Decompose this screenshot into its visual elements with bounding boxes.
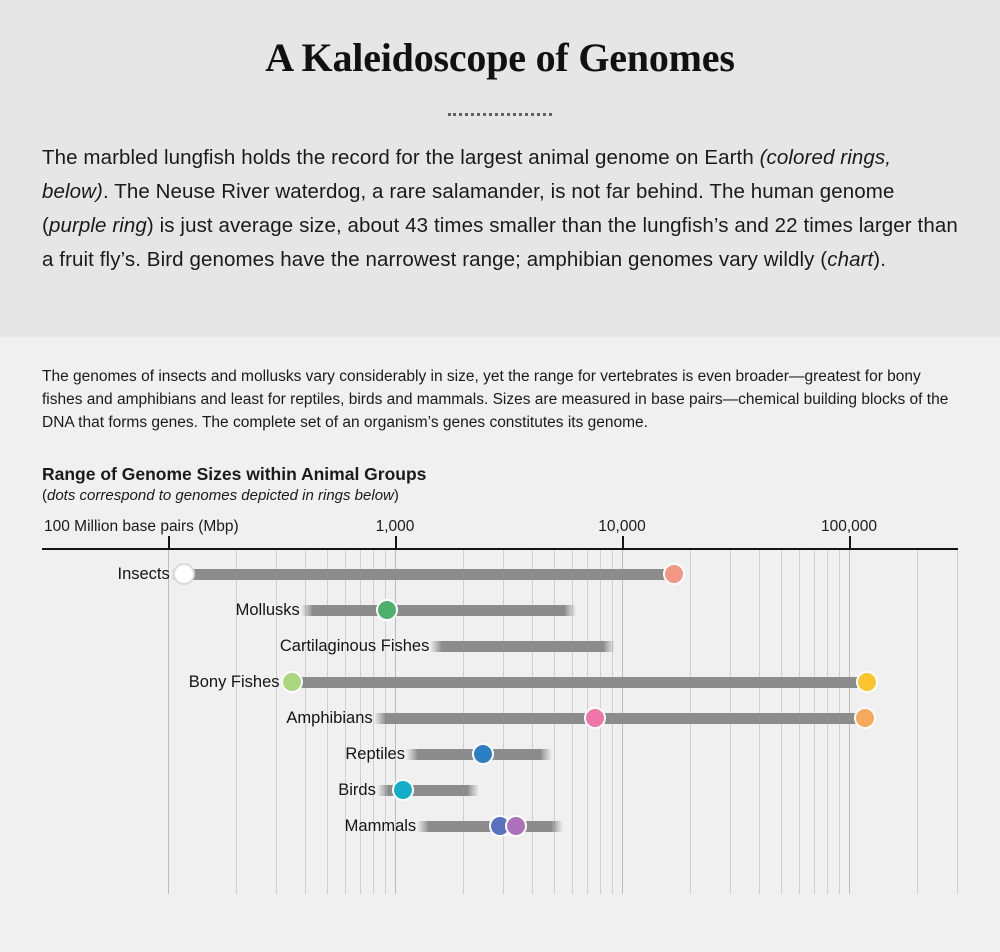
chart-subtitle-text: dots correspond to genomes depicted in rings below [47,487,394,504]
row-label-slot [236,592,307,628]
row-label-slot [118,556,177,592]
row-label-birds: Birds [338,781,376,799]
x-tick-10000 [622,536,624,550]
row-label-mammals: Mammals [344,817,417,835]
x-tick-label-1000: 1,000 [375,518,415,535]
chart-subtitle [42,487,958,504]
chart-row [42,592,958,628]
row-label-mollusks: Mollusks [235,601,300,619]
x-tick-100000 [849,536,851,550]
chart-subtitle-open-paren: ( [42,487,47,504]
human-genome-dot [505,815,527,837]
chart-row [42,556,958,592]
x-tick-label-100000: 100,000 [820,518,878,535]
chart-row [42,772,958,808]
chart-row [42,628,958,664]
row-label-bony-fishes: Bony Fishes [188,673,280,691]
range-bar [292,677,863,688]
range-bar [182,569,672,580]
x-tick-100 [168,536,170,550]
row-label-slot [286,700,379,736]
pufferfish-dot [281,671,303,693]
lede-emphasis: (colored rings, below) [42,146,892,203]
row-label-cartilaginous-fishes: Cartilaginous Fishes [279,637,430,655]
chart-row [42,736,958,772]
lede-emphasis: chart [827,248,874,271]
lower-section [0,337,1000,952]
deck-paragraph: The genomes of insects and mollusks vary considerably in size, yet the range for vertebrates is even broader—greatest for bony fishes and amphibians and least for reptiles, birds and mammals. Sizes are measured in base pairs—chemical building blocks of the DNA that forms genes. The complete set of an organism’s genes constitutes its genome. [42,368,949,431]
x-tick-label-10000: 10,000 [598,518,646,535]
range-bar [312,605,565,616]
range-bar [385,713,863,724]
row-label-slot [345,808,424,844]
marbled-lungfish-dot [856,671,878,693]
bird-dot-dot [392,779,414,801]
x-tick-label-100: 100 Million base pairs (Mbp) [44,518,239,535]
lede-emphasis: purple ring [48,214,147,237]
lede-paragraph [42,141,958,277]
chart-title: Range of Genome Sizes within Animal Groups [42,464,427,484]
row-label-slot [345,736,412,772]
range-bar [441,641,603,652]
row-label-slot [189,664,287,700]
x-tick-1000 [395,536,397,550]
row-label-reptiles: Reptiles [345,745,405,763]
lede-text: . The Neuse River waterdog, a rare salamander, is not far behind. The human genome ( [42,180,895,237]
mollusk-dot-dot [376,599,398,621]
chart-subtitle-close-paren: ) [393,487,399,504]
chart-plot-area [42,536,958,894]
reptile-dot-dot [472,743,494,765]
chart-row [42,700,958,736]
lede-text: ). [873,248,887,271]
genome-range-chart [42,514,958,894]
hero-section [0,0,1000,337]
mountain-grasshopper-dot [663,563,685,585]
page-title: A Kaleidoscope of Genomes [265,35,735,80]
x-axis-tick-labels [42,514,958,536]
divider [42,103,958,121]
frog-dot-dot [584,707,606,729]
neuse-river-waterdog-dot [854,707,876,729]
chart-rows [42,556,958,844]
chart-row [42,664,958,700]
fruit-fly-dot [173,563,195,585]
row-label-insects: Insects [117,565,170,583]
dotted-divider-line [448,113,552,116]
row-label-slot [280,628,436,664]
lede-text: ) is just average size, about 43 times smaller than the lungfish’s and 22 times larger than a fruit fly’s. Bird genomes have the narrowest range; amphibian genomes vary wildly ( [42,214,958,271]
x-axis-line [42,548,958,550]
lede-text: The marbled lungfish holds the record for the largest animal genome on Earth [42,146,760,169]
chart-row [42,808,958,844]
row-label-amphibians: Amphibians [286,709,373,727]
